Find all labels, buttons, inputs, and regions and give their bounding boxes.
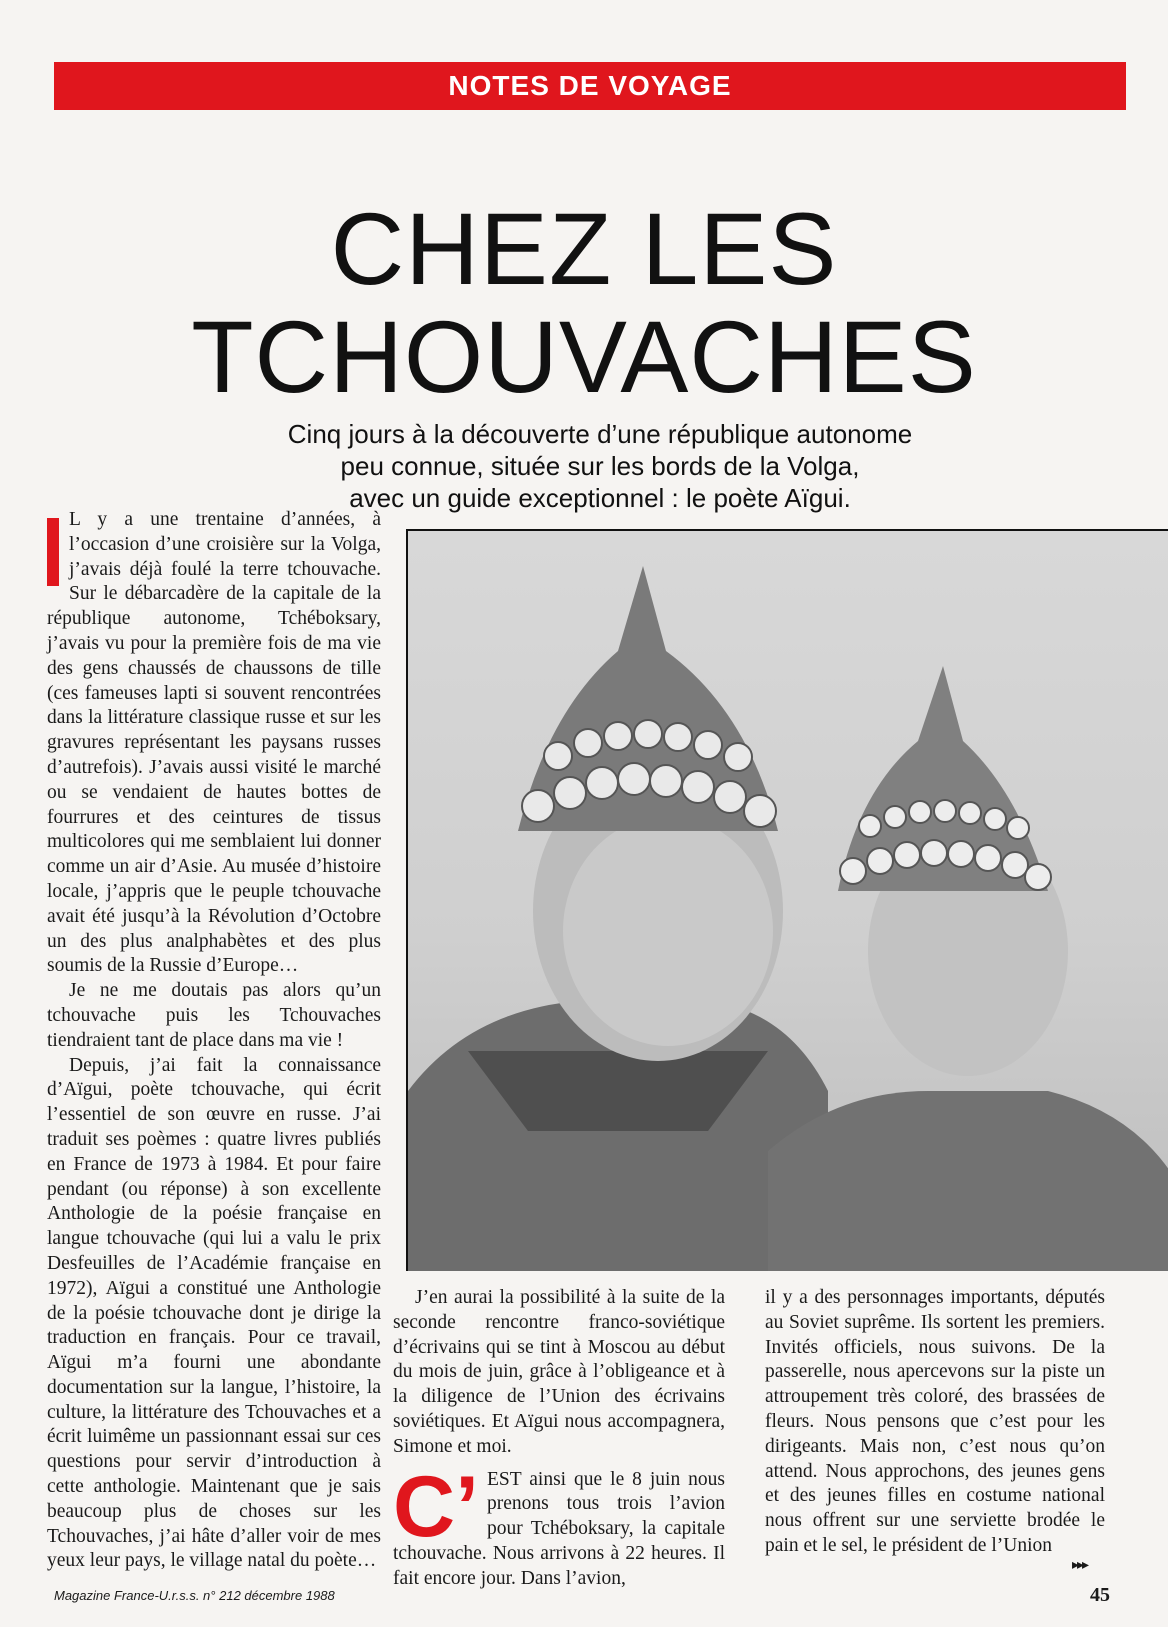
red-drop-bar xyxy=(47,518,59,586)
column-1-paragraph-2: Je ne me doutais pas alors qu’un tchouvache puis les Tchouvaches tiendraient tant de place dans ma vie ! xyxy=(47,980,381,1051)
column-3-paragraph-1: il y a des personnages importants, députés au Soviet suprême. Ils sortent les premiers. Invités officiels, nous suivons. De la passerelle, nous apercevons sur la piste un attroupement très coloré, des brassées de fleurs. Nous pensons que c’est pour les dirigeants. Mais non, c’est nous qu’on attend. Nous approchons, des jeunes gens et des jeunes filles en costume national nous offrent sur une serviette brodée le pain et le sel, le président de l’Union xyxy=(765,1287,1105,1556)
page-number: 45 xyxy=(1090,1584,1110,1606)
subtitle-line-2: peu connue, située sur les bords de la Volga, xyxy=(340,451,860,481)
article-column-1 xyxy=(47,508,381,1574)
subtitle-line-3: avec un guide exceptionnel : le poète Aïgui. xyxy=(349,483,851,513)
subtitle xyxy=(210,418,990,514)
publication-credit: Magazine France-U.r.s.s. n° 212 décembre 1988 xyxy=(54,1588,335,1603)
photo-illustration xyxy=(408,531,1168,1271)
section-banner xyxy=(54,62,1126,110)
continue-arrows-icon: ▸▸▸ xyxy=(1072,1557,1088,1573)
article-column-3 xyxy=(765,1286,1105,1559)
column-1-paragraph-3: Depuis, j’ai fait la connaissance d’Aïgui, poète tchouvache, qui écrit l’essentiel de son œuvre en russe. J’ai traduit ses poèmes : quatre livres publiés en France de 1973 à 1984. Et pour faire pendant (ou réponse) à son excellente Anthologie de la poésie française en langue tchouvache (qui lui a valu le prix Desfeuilles de l’Académie française en 1972), Aïgui a constitué une Anthologie de la poésie tchouvache dont je dirige la traduction en français. Pour ce travail, Aïgui m’a fourni une abondante documentation sur la langue, l’histoire, la culture, la littérature des Tchouvaches et a écrit luimême un passionnant essai sur ces questions pour servir d’introduction à cette anthologie. Maintenant que je sais beaucoup plus de choses sur les Tchouvaches, j’ai hâte d’aller voir de mes yeux leur pays, le village natal du poète… xyxy=(47,1054,381,1572)
headline-line-1: CHEZ LES xyxy=(330,192,838,306)
column-2-paragraph-2 xyxy=(393,1458,725,1592)
article-column-2 xyxy=(393,1286,725,1592)
red-dropcap: C’ xyxy=(393,1458,479,1555)
article-photo xyxy=(406,529,1168,1271)
section-label: NOTES DE VOYAGE xyxy=(448,70,732,101)
column-2-paragraph-1: J’en aurai la possibilité à la suite de la seconde rencontre franco-soviétique d’écrivains qui se tint à Moscou au début du mois de juin, grâce à l’obligeance et à la diligence de l’Union des écrivains soviétiques. Et Aïgui nous accompagnera, Simone et moi. xyxy=(393,1287,725,1457)
headline xyxy=(0,192,1168,414)
subtitle-line-1: Cinq jours à la découverte d’une république autonome xyxy=(287,419,913,449)
column-1-paragraph-1: L y a une trentaine d’années, à l’occasion d’une croisière sur la Volga, j’avais déjà foulé la terre tchouvache. Sur le débarcadère de la capitale de la république autonome, Tchéboksary, j’avais vu pour la première fois de ma vie des gens chaussés de chaussons de tille (ces fameuses lapti si souvent rencontrées dans la littérature classique russe et sur les gravures représentant les paysans russes d’autrefois). J’avais aussi visité le marché ou se vendaient de hautes bottes de fourrures et des ceintures de tissus multicolores qui me semblaient lui donner comme un air d’Asie. Au musée d’histoire locale, j’appris que le peuple tchouvache avait été jusqu’à la Révolution d’Octobre un des plus analphabètes et des plus soumis de la Russie d’Europe… xyxy=(47,509,381,977)
headline-line-2: TCHOUVACHES xyxy=(191,300,977,414)
column-2-paragraph-2-text: EST ainsi que le 8 juin nous prenons tous trois l’avion pour Tchéboksary, la capitale tchouvache. Nous arrivons à 22 heures. Il fait encore jour. Dans l’avion, xyxy=(393,1468,725,1589)
